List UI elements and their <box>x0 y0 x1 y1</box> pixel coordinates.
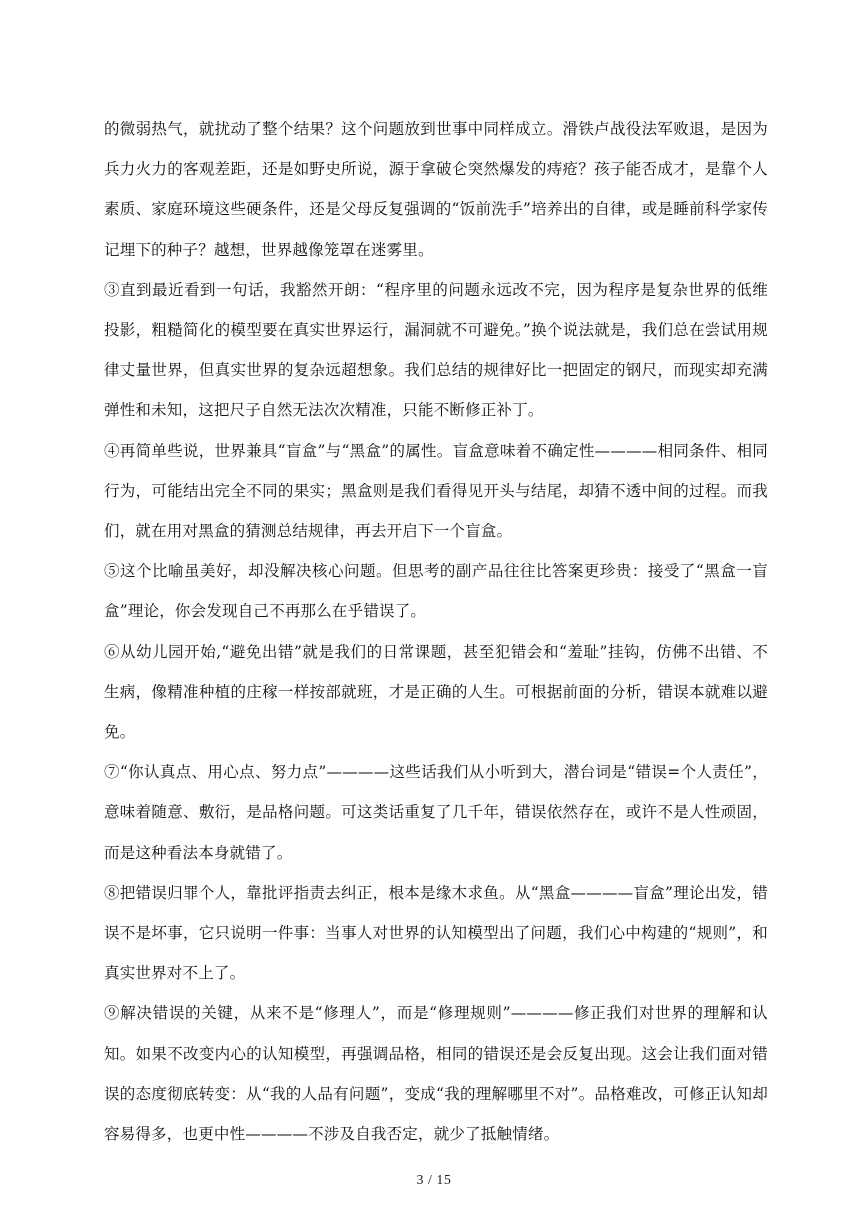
paragraph-continued: 的微弱热气，就扰动了整个结果？这个问题放到世事中同样成立。滑铁卢战役法军败退，是因为兵力火力的客观差距，还是如野史所说，源于拿破仑突然爆发的痔疮？孩子能否成才，是靠个人素质、家庭环境这些硬条件，还是父母反复强调的“饭前洗手”培养出的自律，或是睡前科学家传记埋下的种子？越想，世界越像笼罩在迷雾里。 <box>104 120 768 259</box>
paragraph-3: ③直到最近看到一句话，我豁然开朗：“程序里的问题永远改不完，因为程序是复杂世界的低维投影，粗糙简化的模型要在真实世界运行，漏洞就不可避免。”换个说法就是，我们总在尝试用规律丈量世界，但真实世界的复杂远超想象。我们总结的规律好比一把固定的钢尺，而现实却充满弹性和未知，这把尺子自然无法次次精准，只能不断修正补丁。 <box>104 280 768 420</box>
paragraph-9: ⑨解决错误的关键，从来不是“修理人”，而是“修理规则”————修正我们对世界的理解和认知。如果不改变内心的认知模型，再强调品格，相同的错误还是会反复出现。这会让我们面对错误的态度彻底转变：从“我的人品有问题”，变成“我的理解哪里不对”。品格难改，可修正认知却容易得多，也更中性————不涉及自我否定，就少了抵触情绪。 <box>104 1004 768 1144</box>
paragraph-5: ⑤这个比喻虽美好，却没解决核心问题。但思考的副产品往往比答案更珍贵：接受了“黑盒一盲盒”理论，你会发现自己不再那么在乎错误了。 <box>104 562 768 621</box>
paragraph-4: ④再简单些说，世界兼具“盲盒”与“黑盒”的属性。盲盒意味着不确定性————相同条件、相同行为，可能结出完全不同的果实；黑盒则是我们看得见开头与结尾，却猜不透中间的过程。而我们，就在用对黑盒的猜测总结规律，再去开启下一个盲盒。 <box>104 441 768 541</box>
paragraph-6: ⑥从幼儿园开始,“避免出错”就是我们的日常课题，甚至犯错会和“羞耻”挂钩，仿佛不出错、不生病，像精准种植的庄稼一样按部就班，才是正确的人生。可根据前面的分析，错误本就难以避免。 <box>104 642 768 742</box>
page-number: 3 / 15 <box>416 1173 452 1188</box>
paragraph-7: ⑦“你认真点、用心点、努力点”————这些话我们从小听到大，潜台词是“错误=个人责任”，意味着随意、敷衍，是品格问题。可这类话重复了几千年，错误依然存在，或许不是人性顽固，而是这种看法本身就错了。 <box>104 763 768 862</box>
article-body <box>104 109 768 1154</box>
paragraph-8: ⑧把错误归罪个人，靠批评指责去纠正，根本是缘木求鱼。从“黑盒————盲盒”理论出发，错误不是坏事，它只说明一件事：当事人对世界的认知模型出了问题，我们心中构建的“规则”，和真实世界对不上了。 <box>104 883 768 983</box>
